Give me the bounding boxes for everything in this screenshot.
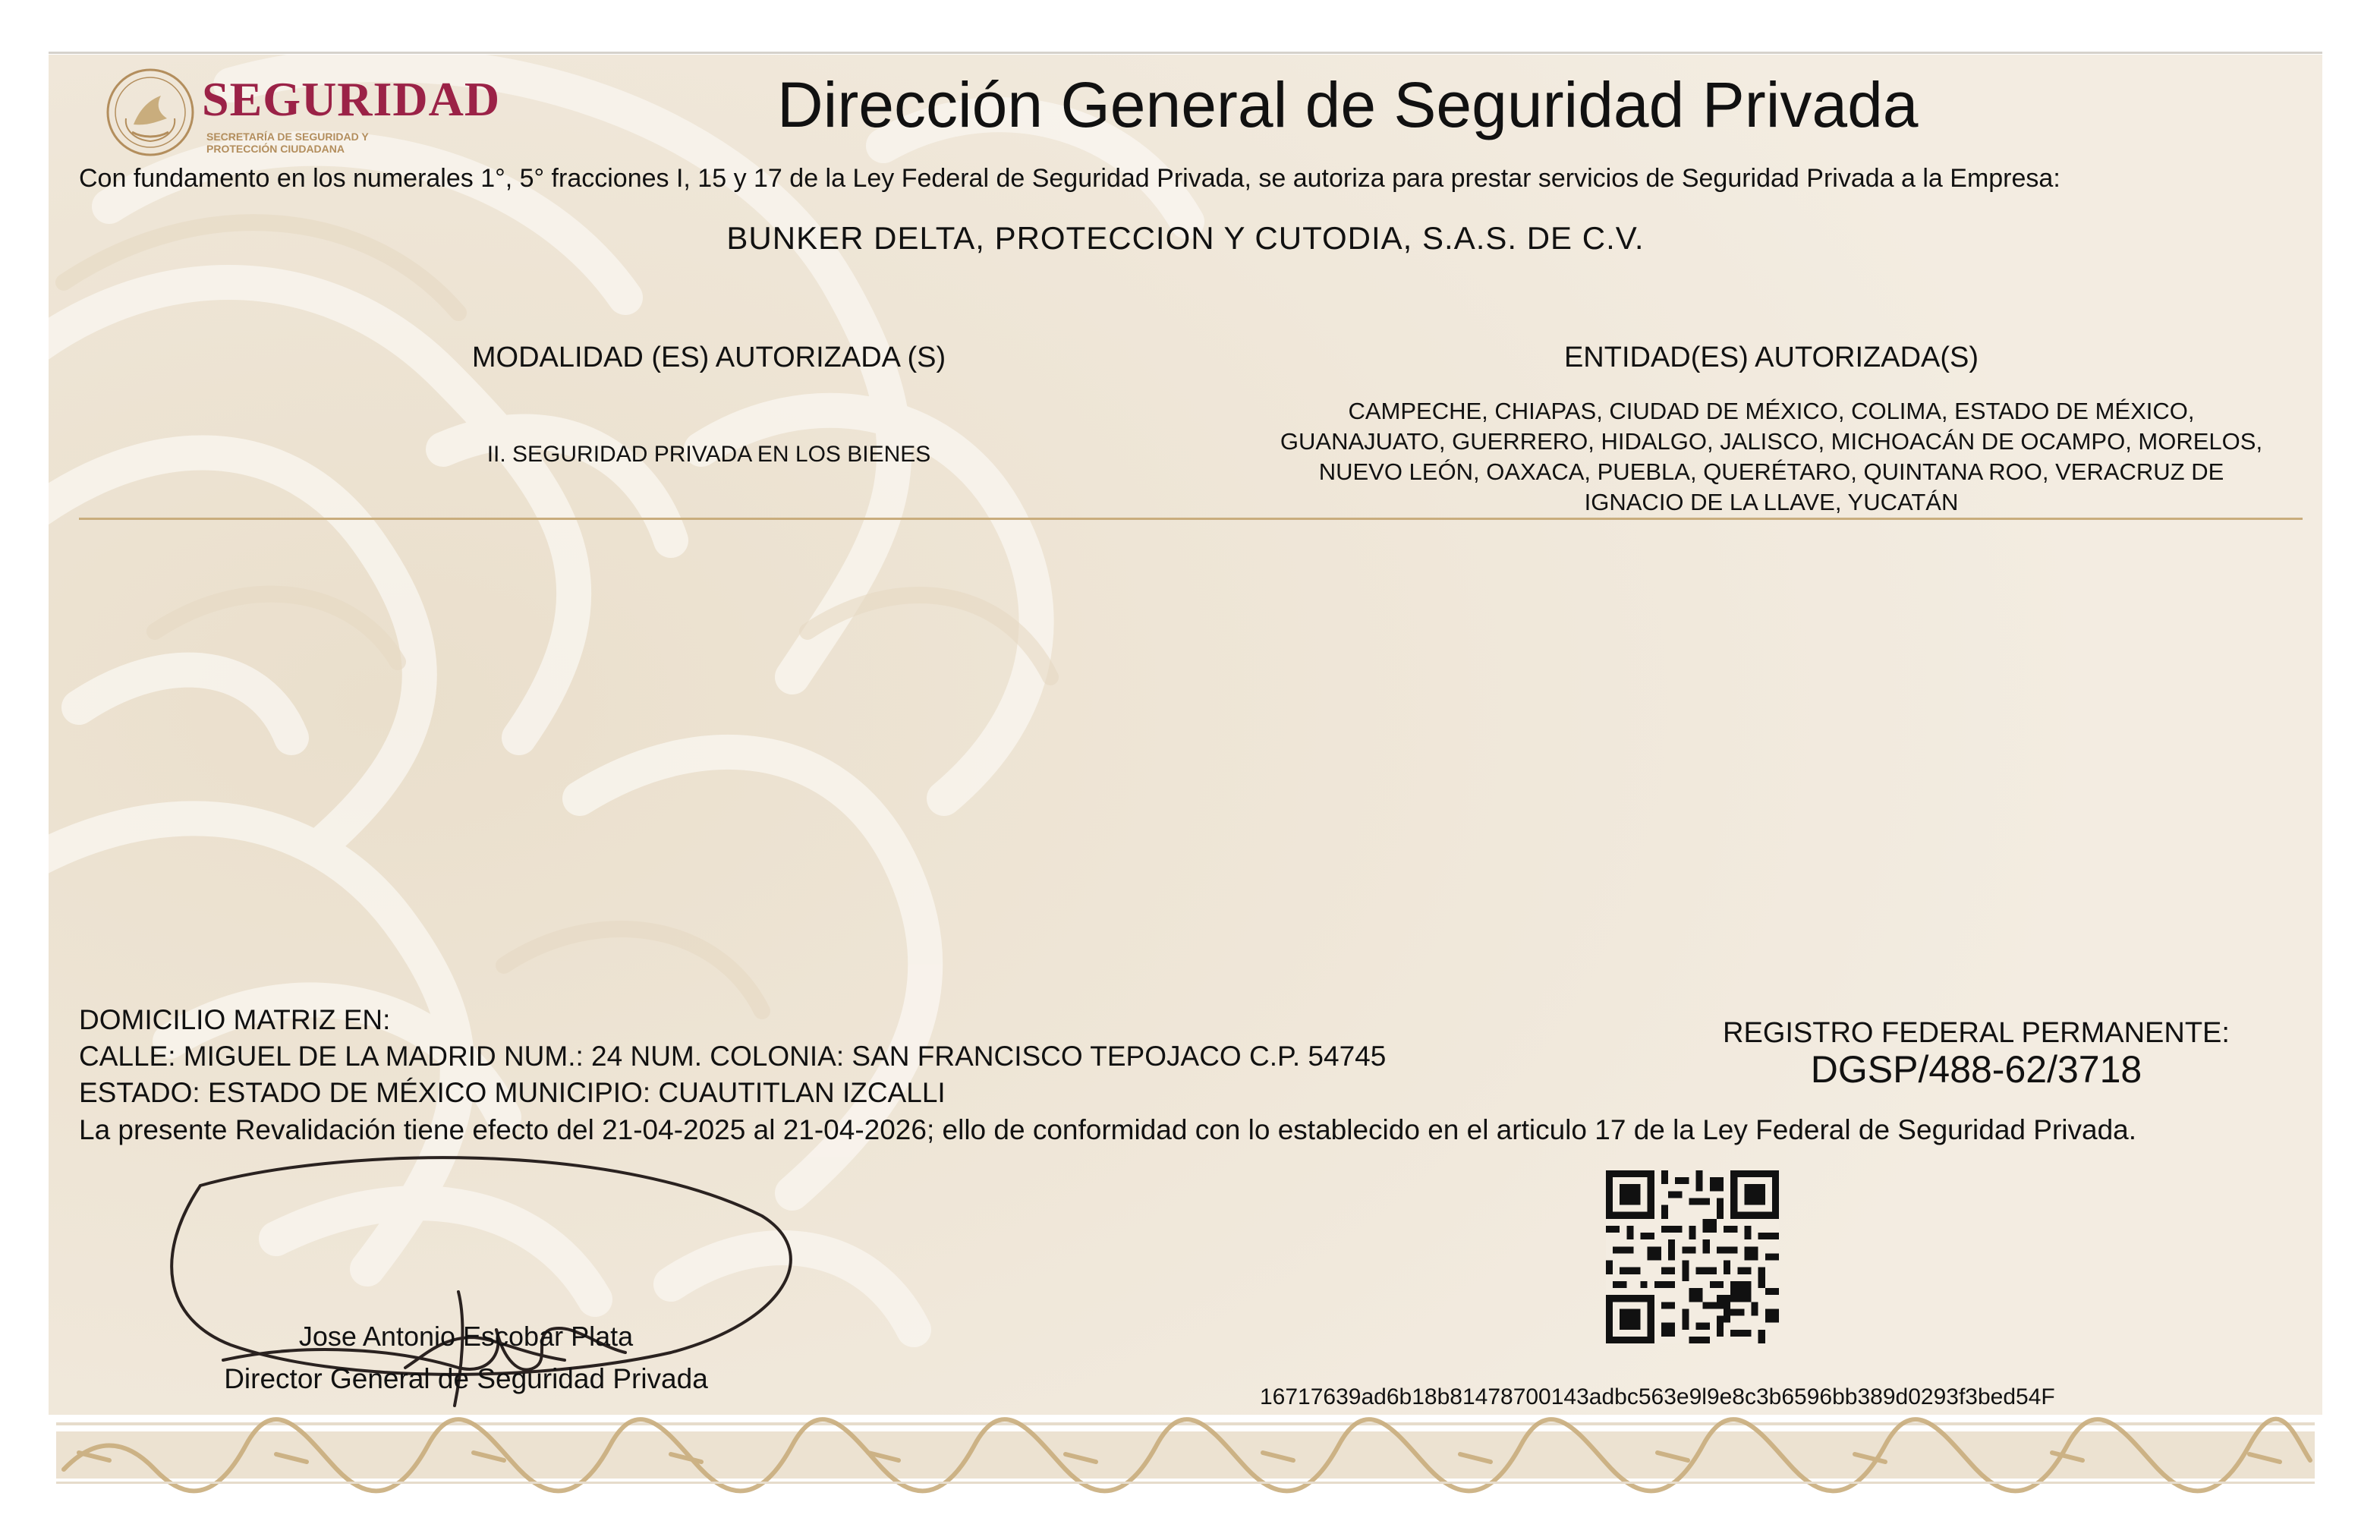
domicilio-block [79, 1002, 1386, 1111]
legal-basis-text: Con fundamento en los numerales 1°, 5° fracciones I, 15 y 17 de la Ley Federal de Seguridad Privada, se autoriza para prestar servicios de Seguridad Privada a la Empresa: [79, 164, 2060, 193]
entidades-line: CAMPECHE, CHIAPAS, CIUDAD DE MÉXICO, COLIMA, ESTADO DE MÉXICO, [1348, 398, 2195, 424]
domicilio-state: ESTADO: ESTADO DE MÉXICO MUNICIPIO: CUAUTITLAN IZCALLI [79, 1077, 946, 1108]
validity-text: La presente Revalidación tiene efecto del 21-04-2025 al 21-04-2026; ello de conformidad con lo establecido en el articulo 17 de la Ley Federal de Seguridad Privada. [79, 1114, 2137, 1145]
certificate-sheet [49, 55, 2322, 1497]
entidades-line: NUEVO LEÓN, OAXACA, PUEBLA, QUERÉTARO, QUINTANA ROO, VERACRUZ DE [1318, 458, 2224, 485]
domicilio-label: DOMICILIO MATRIZ EN: [79, 1004, 391, 1035]
logo [103, 62, 559, 161]
qr-code-icon [1606, 1170, 1779, 1343]
document-title: Dirección General de Seguridad Privada [777, 69, 1919, 140]
entidades-line: GUANAJUATO, GUERRERO, HIDALGO, JALISCO, MICHOACÁN DE OCAMPO, MORELOS, [1280, 428, 2263, 455]
top-border [49, 52, 2322, 54]
entidades-heading: ENTIDAD(ES) AUTORIZADA(S) [1563, 342, 1979, 373]
signer-title: Director General de Seguridad Privada [224, 1363, 708, 1394]
brand-name: SEGURIDAD [202, 72, 501, 126]
signer-name: Jose Antonio Escobar Plata [298, 1321, 634, 1352]
section-divider [79, 518, 2303, 520]
domicilio-street: CALLE: MIGUEL DE LA MADRID NUM.: 24 NUM. COLONIA: SAN FRANCISCO TEPOJACO C.P. 54745 [79, 1041, 1387, 1072]
company-name: BUNKER DELTA, PROTECCION Y CUTODIA, S.A.S. DE C.V. [726, 220, 1645, 256]
entidades-list [1240, 396, 2303, 518]
verification-hash: 16717639ad6b18b81478700143adbc563e9l9e8c3b6596bb389d0293f3bed54F [1260, 1384, 2055, 1409]
footer-ornament [49, 1415, 2322, 1497]
modalidad-item: II. SEGURIDAD PRIVADA EN LOS BIENES [486, 442, 931, 467]
brand-subtitle: SECRETARÍA DE SEGURIDAD Y PROTECCIÓN CIUDADANA [206, 131, 369, 155]
mexican-coat-of-arms-icon [103, 65, 197, 159]
registro-value: DGSP/488-62/3718 [1810, 1048, 2142, 1091]
entidades-line: IGNACIO DE LA LLAVE, YUCATÁN [1584, 489, 1959, 515]
registro-label: REGISTRO FEDERAL PERMANENTE: [1723, 1017, 2230, 1049]
modalidad-heading: MODALIDAD (ES) AUTORIZADA (S) [471, 342, 946, 373]
